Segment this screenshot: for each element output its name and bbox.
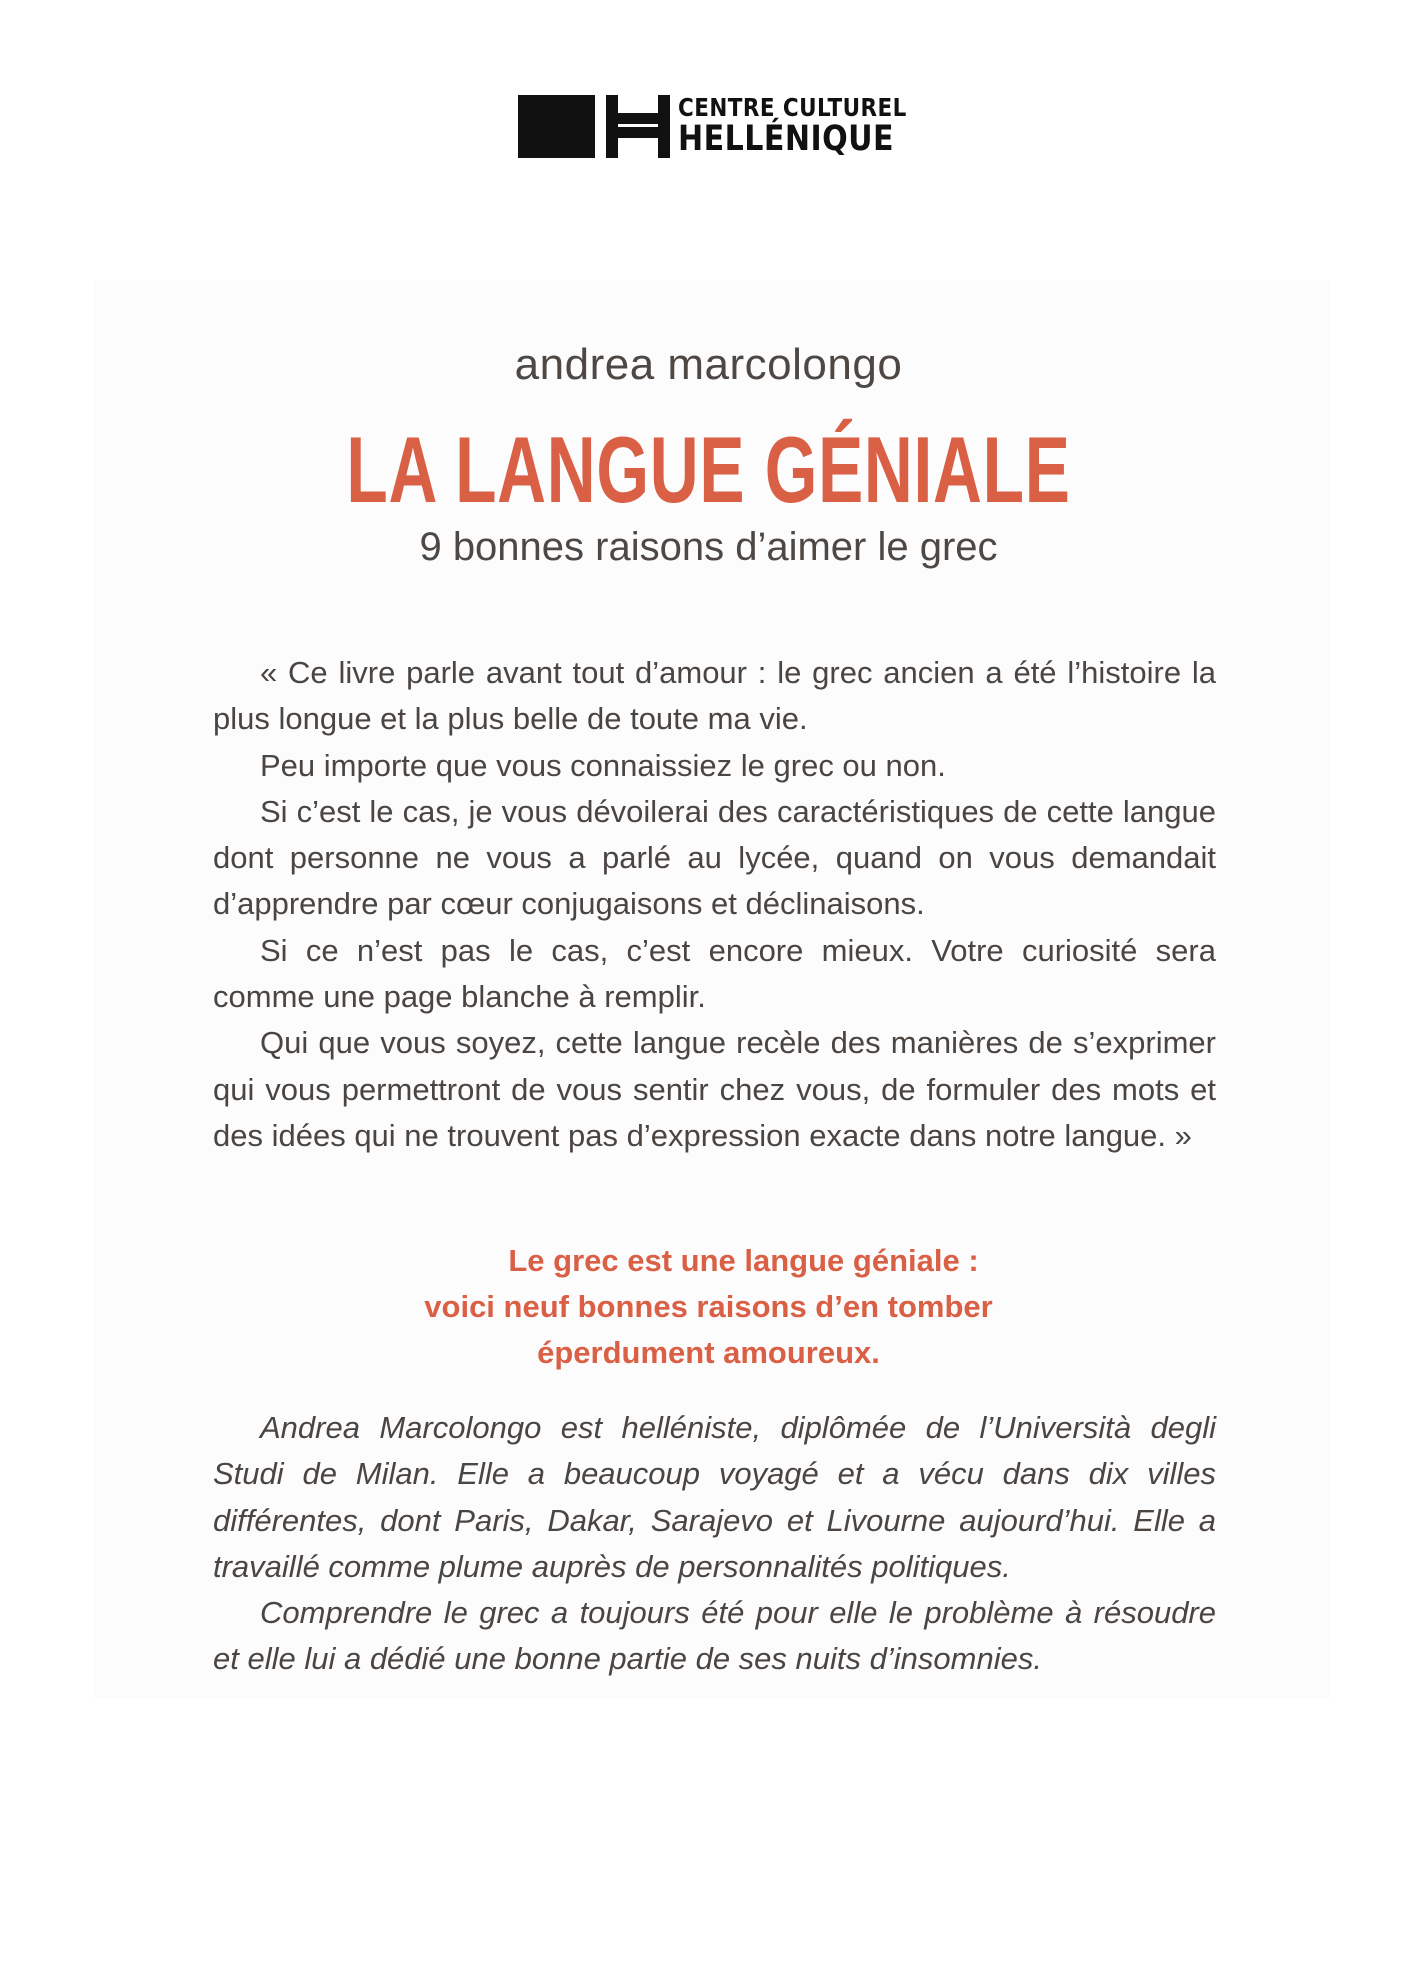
book-author: andrea marcolongo	[514, 340, 903, 389]
quote-paragraph: Si ce n’est pas le cas, c’est encore mieux. Votre curiosité sera comme une page blanche à remplir.	[213, 932, 1216, 1015]
author-bio	[213, 1405, 1216, 1683]
tagline-line: Le grec est une langue géniale :	[508, 1243, 979, 1278]
tagline	[0, 1238, 1417, 1376]
logo-h-icon	[606, 95, 670, 158]
tagline-line: éperdument amoureux.	[537, 1335, 880, 1370]
bio-paragraph: Comprendre le grec a toujours été pour elle le problème à résoudre et elle lui a dédié une bonne partie de ses nuits d’insomnies.	[213, 1595, 1216, 1677]
book-subtitle: 9 bonnes raisons d’aimer le grec	[419, 525, 998, 569]
book-title: LA LANGUE GÉNIALE	[346, 417, 1071, 522]
quote-paragraph: Si c’est le cas, je vous dévoilerai des caractéristiques de cette langue dont personne ne vous a parlé au lycée, quand on vous demandait d’apprendre par cœur conjugaisons et déclinaisons.	[213, 793, 1216, 922]
logo-line-2: HELLÉNIQUE	[678, 119, 894, 159]
quote-paragraph: « Ce livre parle avant tout d’amour : le grec ancien a été l’histoire la plus longue et la plus belle de toute ma vie.	[213, 655, 1216, 737]
logo-square-icon	[518, 95, 595, 158]
quote-paragraph: Qui que vous soyez, cette langue recèle des manières de s’exprimer qui vous permettront de vous sentir chez vous, de formuler des mots et des idées qui ne trouvent pas d’expression exacte dans notre langue. »	[213, 1025, 1216, 1153]
logo-line-1: CENTRE CULTUREL	[678, 93, 907, 122]
quote-paragraph: Peu importe que vous connaissiez le grec ou non.	[260, 747, 946, 783]
bio-paragraph: Andrea Marcolongo est helléniste, diplômée de l’Università degli Studi de Milan. Elle a beaucoup voyagé et a vécu dans dix villes différentes, dont Paris, Dakar, Sarajevo et Livourne aujourd’hui. Elle a travaillé comme plume auprès de personnalités politiques.	[213, 1410, 1216, 1584]
quote-block	[213, 650, 1216, 1159]
logo-text	[678, 95, 944, 158]
tagline-line: voici neuf bonnes raisons d’en tomber	[424, 1289, 993, 1324]
